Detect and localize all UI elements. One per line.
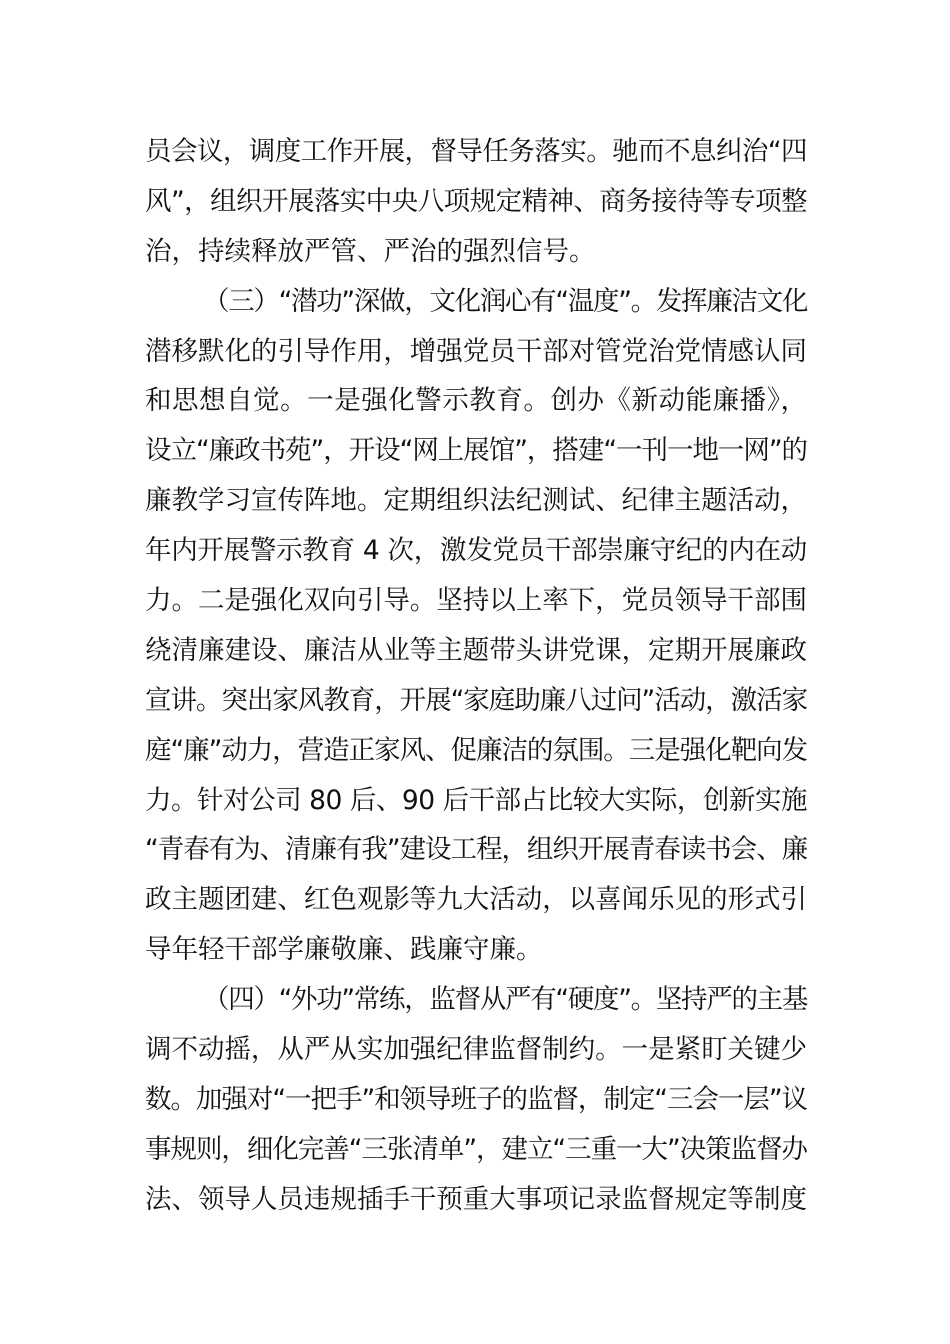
text-line-2: 风”，组织开展落实中央八项规定精神、商务接待等专项整	[145, 185, 807, 217]
text-line-9: 年内开展警示教育 4 次，激发党员干部崇廉守纪的内在动	[145, 535, 807, 567]
text-line-5: 潜移默化的引导作用，增强党员干部对管党治党情感认同	[145, 335, 807, 367]
text-line-15: “青春有为、清廉有我”建设工程，组织开展青春读书会、廉	[145, 834, 807, 866]
text-line-19: 调不动摇，从严从实加强纪律监督制约。一是紧盯关键少	[145, 1034, 807, 1066]
text-line-14: 力。针对公司 80 后、90 后干部占比较大实际，创新实施	[145, 784, 807, 816]
text-line-10: 力。二是强化双向引导。坚持以上率下，党员领导干部围	[145, 585, 807, 617]
body-text	[145, 127, 807, 1225]
text-line-8: 廉教学习宣传阵地。定期组织法纪测试、纪律主题活动，	[145, 485, 807, 517]
text-line-12: 宣讲。突出家风教育，开展“家庭助廉八过问”活动，激活家	[145, 684, 807, 716]
text-line-7: 设立“廉政书苑”，开设“网上展馆”，搭建“一刊一地一网”的	[145, 435, 807, 467]
section-heading-3: （三）“潜功”深做，文化润心有“温度”。发挥廉洁文化	[203, 285, 807, 317]
text-line-17: 导年轻干部学廉敬廉、践廉守廉。	[145, 934, 543, 966]
text-line-16: 政主题团建、红色观影等九大活动，以喜闻乐见的形式引	[145, 884, 807, 916]
section-heading-4: （四）“外功”常练，监督从严有“硬度”。坚持严的主基	[203, 984, 807, 1016]
text-line-1: 员会议，调度工作开展，督导任务落实。驰而不息纠治“四	[145, 136, 807, 167]
text-line-21: 事规则，细化完善“三张清单”，建立“三重一大”决策监督办	[145, 1133, 807, 1165]
text-line-22: 法、领导人员违规插手干预重大事项记录监督规定等制度	[145, 1183, 807, 1215]
text-line-3: 治，持续释放严管、严治的强烈信号。	[145, 235, 596, 267]
text-line-11: 绕清廉建设、廉洁从业等主题带头讲党课，定期开展廉政	[145, 634, 807, 666]
text-line-6: 和思想自觉。一是强化警示教育。创办《新动能廉播》，	[145, 385, 807, 417]
text-line-13: 庭“廉”动力，营造正家风、促廉洁的氛围。三是强化靶向发	[145, 734, 807, 766]
text-line-20: 数。加强对“一把手”和领导班子的监督，制定“三会一层”议	[145, 1083, 807, 1115]
